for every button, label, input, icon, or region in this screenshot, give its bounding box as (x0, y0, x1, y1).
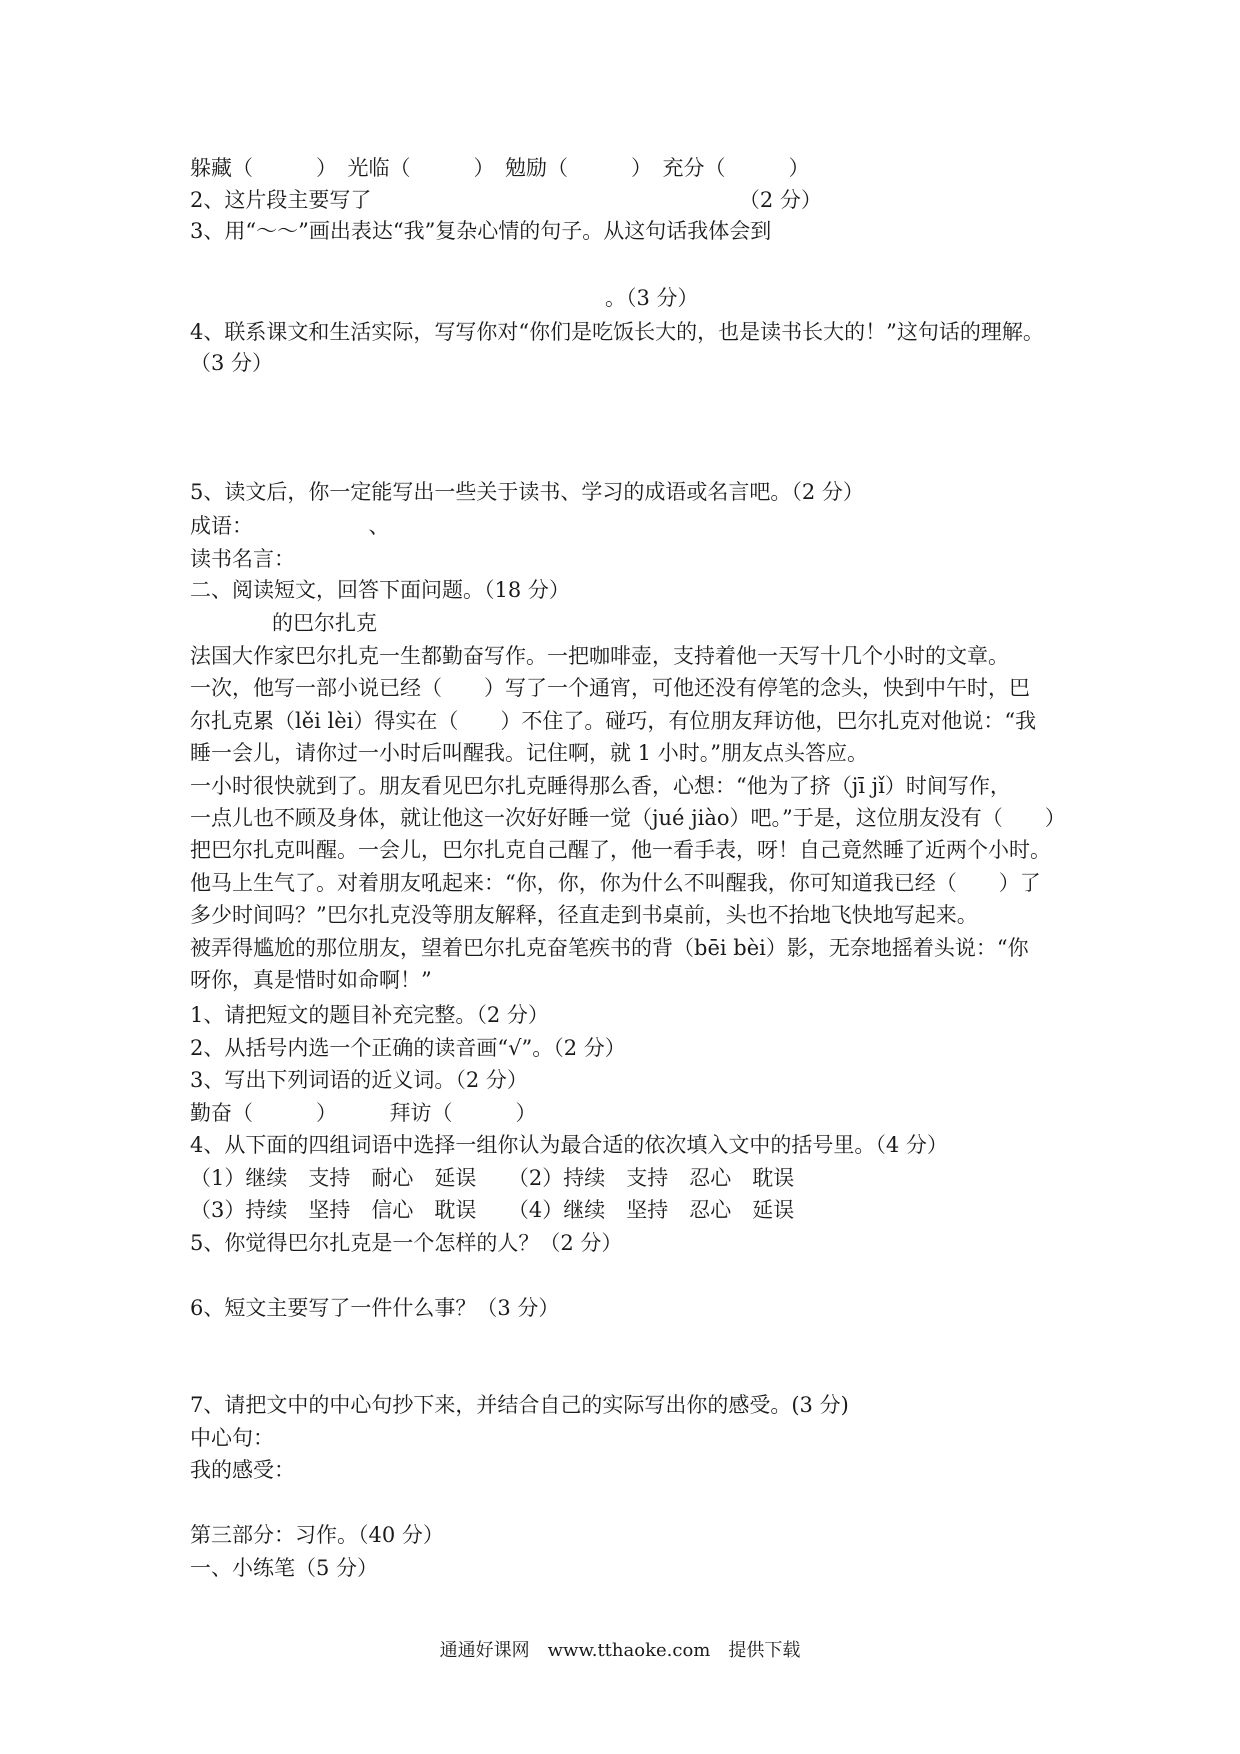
text-line: 4、联系课文和生活实际，写写你对“你们是吃饭长大的，也是读书长大的！”这句话的理解。 (190, 320, 1044, 344)
text-line: 读书名言： (190, 547, 295, 571)
question: 2、从括号内选一个正确的读音画“√”。（2 分） (190, 1036, 626, 1060)
passage-line: 尔扎克累（lěi lèi）得实在（ ）不住了。碰巧，有位朋友拜访他，巴尔扎克对他说：“我 (190, 709, 1037, 733)
footer-source: 通通好课网 www.tthaoke.com 提供下载 (439, 1640, 801, 1661)
passage-line: 一小时很快就到了。朋友看见巴尔扎克睡得那么香，心想：“他为了挤（jī jǐ）时间写作， (190, 774, 1011, 798)
question: 5、你觉得巴尔扎克是一个怎样的人？（2 分） (190, 1231, 623, 1255)
question: 1、请把短文的题目补充完整。（2 分） (190, 1003, 549, 1027)
section-heading: 二、阅读短文，回答下面问题。（18 分） (190, 578, 570, 602)
text-line: 5、读文后，你一定能写出一些关于读书、学习的成语或名言吧。（2 分） (190, 480, 864, 504)
text-line: 一、小练笔（5 分） (190, 1556, 379, 1580)
passage-line: 呀你，真是惜时如命啊！” (190, 968, 432, 992)
passage-line: 法国大作家巴尔扎克一生都勤奋写作。一把咖啡壶，支持着他一天写十几个小时的文章。 (190, 644, 1009, 668)
question: 6、短文主要写了一件什么事？（3 分） (190, 1296, 560, 1320)
text-line: 。（3 分） (605, 286, 699, 310)
passage-line: 一次，他写一部小说已经（ ）写了一个通宵，可他还没有停笔的念头，快到中午时，巴 (190, 676, 1030, 700)
text-line: 我的感受： (190, 1458, 295, 1482)
text-line: （3 分） (190, 351, 274, 375)
passage-line: 一点儿也不顾及身体，就让他这一次好好睡一觉（jué jiào）吧。”于是，这位朋友没有（ ） (190, 806, 1066, 830)
text-line: 成语： 、 (190, 514, 390, 538)
text-line: 中心句： (190, 1426, 274, 1450)
passage-title: 的巴尔扎克 (272, 611, 377, 635)
question: 4、从下面的四组词语中选择一组你认为最合适的依次填入文中的括号里。（4 分） (190, 1133, 948, 1157)
text-line: 2、这片段主要写了 （2 分） (190, 188, 822, 212)
passage-line: 把巴尔扎克叫醒。一会儿，巴尔扎克自己醒了，他一看手表，呀！自己竟然睡了近两个小时。 (190, 838, 1051, 862)
text-line: 躲藏（ ） 光临（ ） 勉励（ ） 充分（ ） (190, 156, 810, 180)
passage-line: 被弄得尴尬的那位朋友，望着巴尔扎克奋笔疾书的背（bēi bèi）影，无奈地摇着头说：“你 (190, 936, 1029, 960)
passage-line: 多少时间吗？”巴尔扎克没等朋友解释，径直走到书桌前，头也不抬地飞快地写起来。 (190, 903, 978, 927)
passage-line: 睡一会儿，请你过一小时后叫醒我。记住啊，就 1 小时。”朋友点头答应。 (190, 741, 868, 765)
text-line: 勤奋（ ） 拜访（ ） (190, 1101, 537, 1125)
passage-line: 他马上生气了。对着朋友吼起来：“你，你，你为什么不叫醒我，你可知道我已经（ ）了 (190, 871, 1041, 895)
section-heading: 第三部分：习作。（40 分） (190, 1523, 444, 1547)
question: 7、请把文中的中心句抄下来，并结合自己的实际写出你的感受。(3 分) (190, 1393, 849, 1417)
text-line: 3、用“～～”画出表达“我”复杂心情的句子。从这句话我体会到 (190, 219, 772, 243)
option-row: （3）持续 坚持 信心 耽误 （4）继续 坚持 忍心 延误 (190, 1198, 795, 1222)
question: 3、写出下列词语的近义词。（2 分） (190, 1068, 528, 1092)
option-row: （1）继续 支持 耐心 延误 （2）持续 支持 忍心 耽误 (190, 1166, 795, 1190)
